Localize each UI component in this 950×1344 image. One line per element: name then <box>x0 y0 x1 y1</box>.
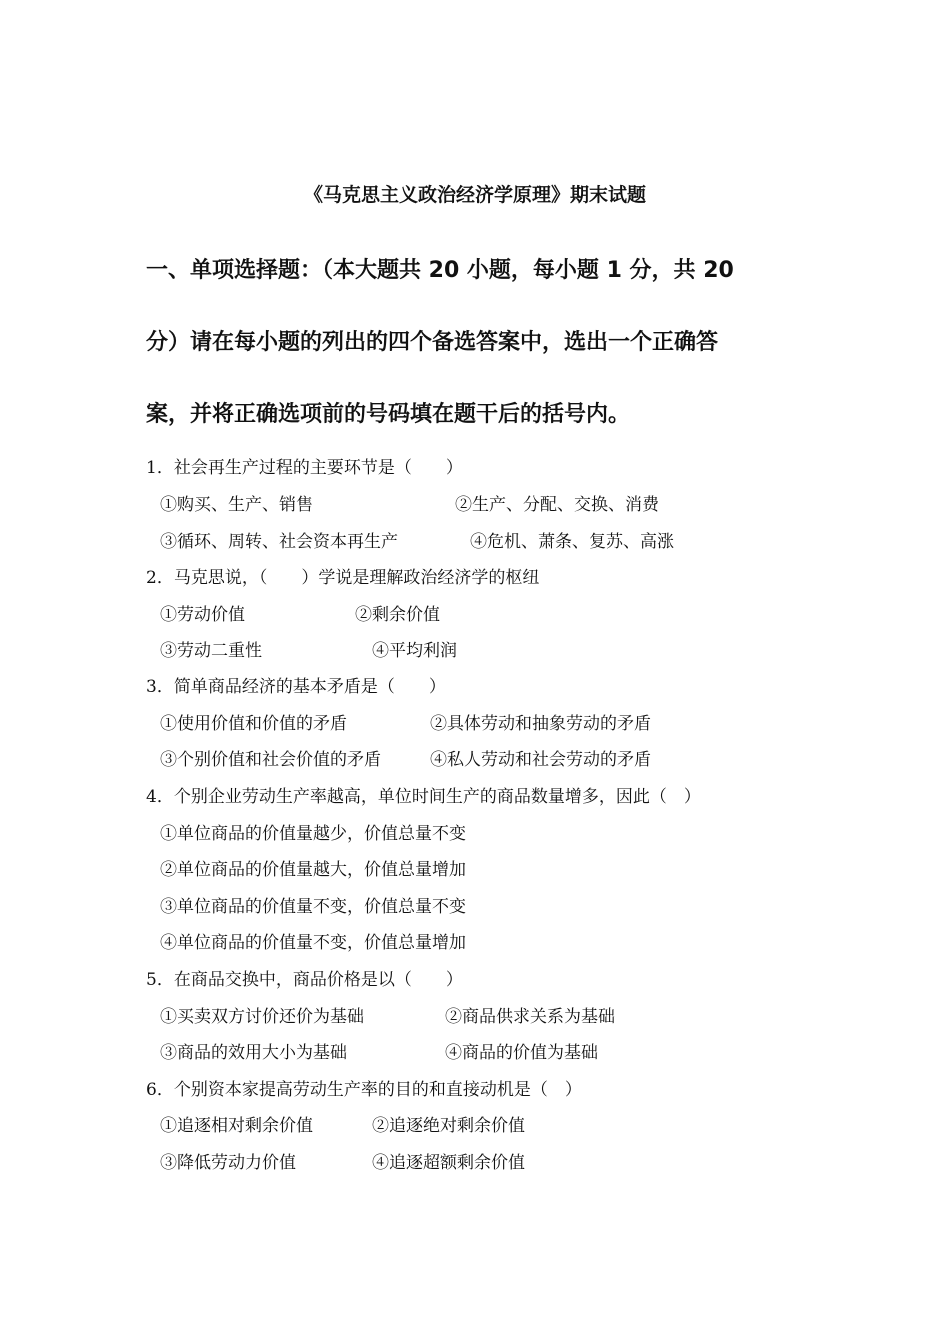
section-heading-line-3: 案，并将正确选项前的号码填在题干后的括号内。 <box>146 402 631 427</box>
page-title: 《马克思主义政治经济学原理》期末试题 <box>303 184 646 206</box>
question-1-option-4: ④危机、萧条、复苏、高涨 <box>470 532 674 552</box>
question-4-option-2: ②单位商品的价值量越大，价值总量增加 <box>160 860 466 880</box>
question-5-option-1: ①买卖双方讨价还价为基础 <box>160 1007 364 1027</box>
question-1-option-1: ①购买、生产、销售 <box>160 495 313 515</box>
question-6-option-1: ①追逐相对剩余价值 <box>160 1116 313 1136</box>
question-5-option-3: ③商品的效用大小为基础 <box>160 1043 347 1063</box>
section-heading-line-2: 分）请在每小题的列出的四个备选答案中，选出一个正确答 <box>146 330 719 355</box>
question-3-option-1: ①使用价值和价值的矛盾 <box>160 714 347 734</box>
question-1-stem: 1．社会再生产过程的主要环节是（ ） <box>146 458 463 478</box>
question-3-option-4: ④私人劳动和社会劳动的矛盾 <box>430 750 651 770</box>
question-2-option-2: ②剩余价值 <box>355 605 440 625</box>
question-3-option-3: ③个别价值和社会价值的矛盾 <box>160 750 381 770</box>
question-3-option-2: ②具体劳动和抽象劳动的矛盾 <box>430 714 651 734</box>
question-4-option-3: ③单位商品的价值量不变，价值总量不变 <box>160 897 466 917</box>
question-6-stem: 6．个别资本家提高劳动生产率的目的和直接动机是（ ） <box>146 1080 582 1100</box>
question-2-stem: 2．马克思说，（ ）学说是理解政治经济学的枢纽 <box>146 568 540 588</box>
section-heading-line-1: 一、单项选择题：（本大题共 20 小题，每小题 1 分，共 20 <box>146 258 734 283</box>
question-5-option-2: ②商品供求关系为基础 <box>445 1007 615 1027</box>
question-5-stem: 5．在商品交换中，商品价格是以（ ） <box>146 970 463 990</box>
question-1-option-2: ②生产、分配、交换、消费 <box>455 495 659 515</box>
question-2-option-1: ①劳动价值 <box>160 605 245 625</box>
question-6-option-4: ④追逐超额剩余价值 <box>372 1153 525 1173</box>
question-1-option-3: ③循环、周转、社会资本再生产 <box>160 532 398 552</box>
question-6-option-3: ③降低劳动力价值 <box>160 1153 296 1173</box>
question-4-option-4: ④单位商品的价值量不变，价值总量增加 <box>160 933 466 953</box>
question-4-option-1: ①单位商品的价值量越少，价值总量不变 <box>160 824 466 844</box>
question-2-option-3: ③劳动二重性 <box>160 641 262 661</box>
question-2-option-4: ④平均利润 <box>372 641 457 661</box>
question-6-option-2: ②追逐绝对剩余价值 <box>372 1116 525 1136</box>
question-5-option-4: ④商品的价值为基础 <box>445 1043 598 1063</box>
question-3-stem: 3．简单商品经济的基本矛盾是（ ） <box>146 677 446 697</box>
question-4-stem: 4．个别企业劳动生产率越高，单位时间生产的商品数量增多，因此（ ） <box>146 787 701 807</box>
